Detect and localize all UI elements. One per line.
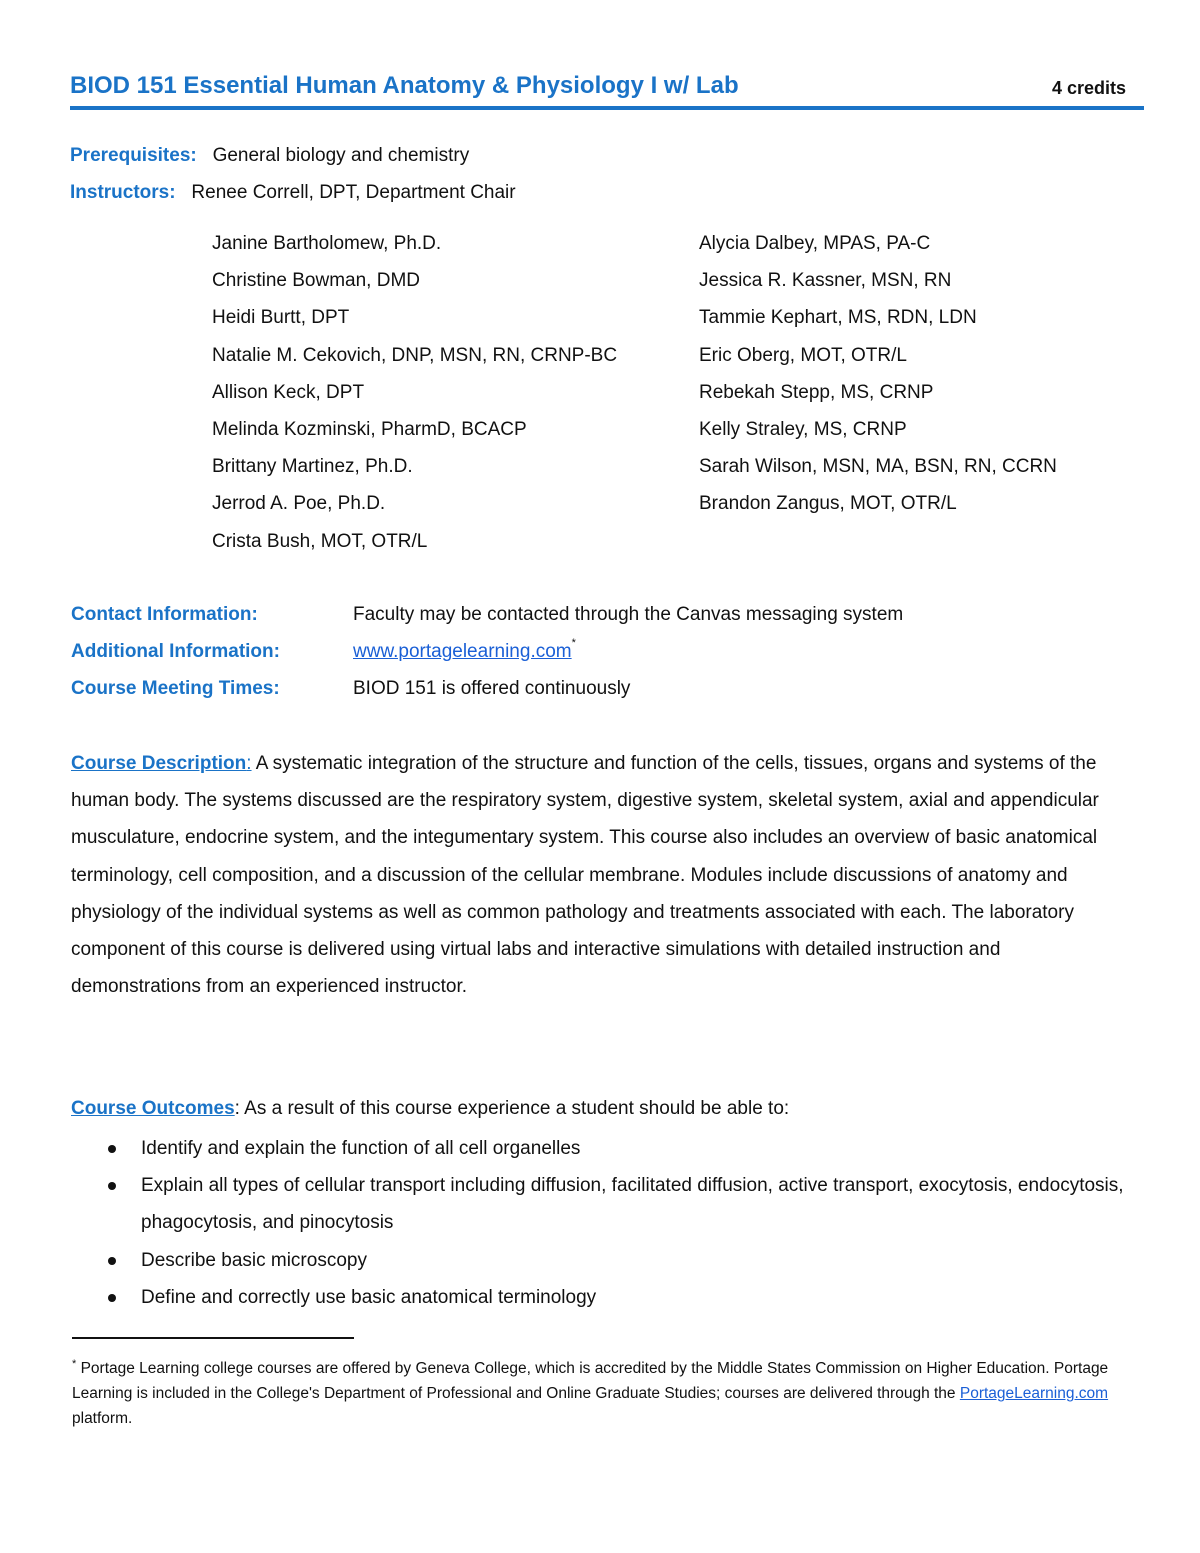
course-outcomes-intro-text: : As a result of this course experience a student should be able to:: [234, 1098, 790, 1119]
additional-info-label: Additional Information:: [71, 641, 280, 662]
contact-info-label: Contact Information:: [71, 604, 258, 625]
footnote-divider: [72, 1337, 354, 1339]
list-item: [108, 1242, 1128, 1279]
course-credits: 4 credits: [1051, 78, 1126, 98]
list-item: [108, 1130, 1128, 1167]
title-row: [70, 72, 1144, 106]
footnote: [72, 1356, 1132, 1431]
prerequisites-row: [70, 145, 469, 167]
instructor-name: Jessica R. Kassner, MSN, RN: [699, 270, 952, 292]
instructor-name: Melinda Kozminski, PharmD, BCACP: [212, 418, 527, 440]
instructor-name: Brittany Martinez, Ph.D.: [212, 456, 413, 478]
course-description-colon: :: [246, 753, 252, 774]
instructor-name: Kelly Straley, MS, CRNP: [699, 418, 907, 440]
outcome-text: Describe basic microscopy: [141, 1249, 367, 1271]
footnote-marker: *: [571, 637, 576, 649]
instructor-name: Jerrod A. Poe, Ph.D.: [212, 493, 386, 515]
prerequisites-value: General biology and chemistry: [212, 145, 470, 166]
bullet-icon: [108, 1294, 116, 1302]
instructors-label: Instructors:: [70, 182, 176, 203]
meeting-times-label: Course Meeting Times:: [71, 678, 280, 699]
instructor-name: Sarah Wilson, MSN, MA, BSN, RN, CCRN: [699, 456, 1057, 478]
course-description-heading: Course Description: [71, 753, 247, 774]
contact-info-value: Faculty may be contacted through the Canvas messaging system: [353, 604, 904, 625]
footnote-mark: *: [72, 1358, 77, 1370]
portagelearning-link[interactable]: www.portagelearning.com: [353, 641, 572, 662]
bullet-icon: [108, 1182, 116, 1190]
portagelearning-platform-link[interactable]: PortageLearning.com: [959, 1385, 1109, 1402]
outcome-text: Explain all types of cellular transport including diffusion, facilitated diffusion, active transport, exocytosis, endocytosis, phagocytosis, and pinocytosis: [141, 1175, 1124, 1234]
course-outcomes-intro: [71, 1090, 1131, 1127]
instructor-name: Eric Oberg, MOT, OTR/L: [699, 344, 907, 366]
additional-info-value: [353, 637, 576, 663]
instructor-name: Christine Bowman, DMD: [212, 270, 420, 292]
list-item: [108, 1167, 1128, 1241]
list-item: [108, 1279, 1128, 1316]
instructor-name: Crista Bush, MOT, OTR/L: [212, 530, 428, 552]
outcome-text: Define and correctly use basic anatomical terminology: [141, 1286, 597, 1308]
footnote-text-start: Portage Learning college courses are offered by Geneva College, which is accredited by the Middle States Commission on Higher Education. Portage Learning is included in the College's Department of Professional and Online Graduate Studies; courses are delivered through the: [72, 1360, 1109, 1402]
bullet-icon: [108, 1145, 116, 1153]
instructor-name: Alycia Dalbey, MPAS, PA-C: [699, 233, 931, 254]
course-title: BIOD 151 Essential Human Anatomy & Physiology I w/ Lab: [70, 72, 739, 99]
instructors-right-column: [699, 231, 1057, 529]
course-description-text: A systematic integration of the structure and function of the cells, tissues, organs and systems of the human body. The systems discussed are the respiratory system, digestive system, skeletal system, axial and appendicular musculature, endocrine system, and the integumentary system. This course also includes an overview of basic anatomical terminology, cell composition, and a discussion of the cellular membrane. Modules include discussions of anatomy and physiology of the individual systems as well as common pathology and treatments associated with each. The laboratory component of this course is delivered using virtual labs and interactive simulations with detailed instruction and demonstrations from an experienced instructor.: [71, 753, 1099, 998]
bullet-icon: [108, 1257, 116, 1265]
instructor-name: Janine Bartholomew, Ph.D.: [212, 233, 442, 254]
title-divider: [70, 106, 1144, 110]
instructor-name: Allison Keck, DPT: [212, 381, 365, 403]
instructor-name: Rebekah Stepp, MS, CRNP: [699, 381, 934, 403]
course-outcomes-list: [108, 1130, 1128, 1316]
instructor-name: Heidi Burtt, DPT: [212, 307, 350, 329]
instructor-name: Natalie M. Cekovich, DNP, MSN, RN, CRNP-BC: [212, 344, 618, 366]
course-outcomes-heading: Course Outcomes: [71, 1098, 235, 1119]
instructors-left-column: [212, 231, 617, 566]
instructor-lead: Renee Correll, DPT, Department Chair: [191, 182, 516, 203]
footnote-text-end: platform.: [72, 1410, 133, 1427]
meeting-times-value: BIOD 151 is offered continuously: [353, 678, 631, 699]
instructors-row: [70, 182, 516, 204]
instructor-name: Brandon Zangus, MOT, OTR/L: [699, 493, 957, 515]
outcome-text: Identify and explain the function of all cell organelles: [141, 1138, 581, 1159]
prerequisites-label: Prerequisites:: [70, 145, 197, 166]
instructor-name: Tammie Kephart, MS, RDN, LDN: [699, 307, 977, 329]
course-description: [71, 745, 1131, 1005]
